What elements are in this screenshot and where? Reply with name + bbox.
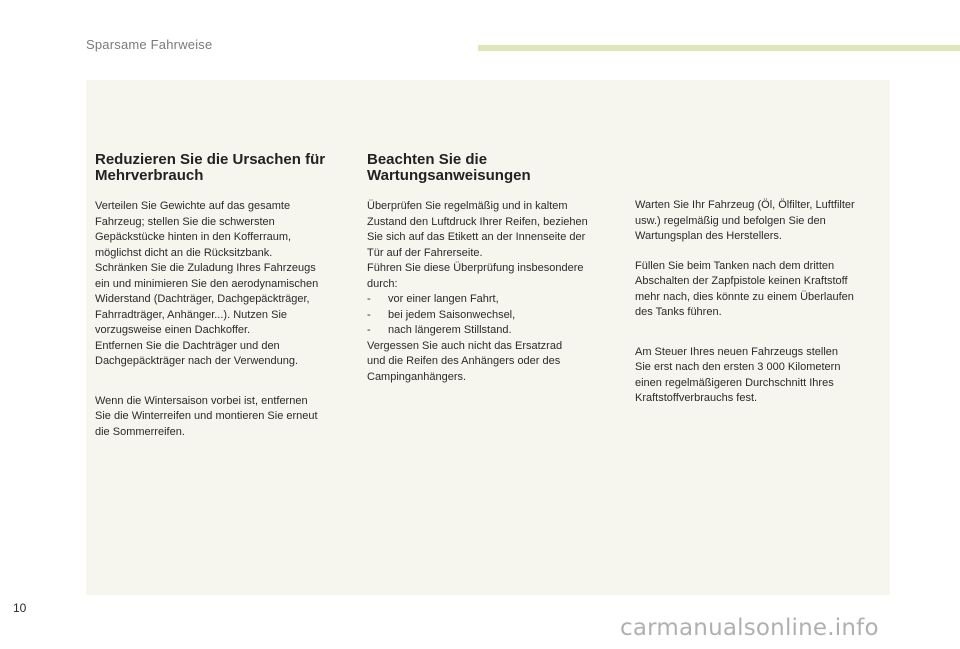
text-line: möglichst dicht an die Rücksitzbank.: [95, 246, 273, 259]
paragraph-service-schedule: [635, 198, 885, 245]
text-line: Entfernen Sie die Dachträger und den: [95, 339, 280, 352]
text-line: Tür auf der Fahrerseite.: [367, 246, 483, 259]
text-line: Überprüfen Sie regelmäßig und in kaltem: [367, 200, 568, 212]
text-line: Widerstand (Dachträger, Dachgepäckträger,: [95, 293, 310, 305]
list-item-text: vor einer langen Fahrt,: [388, 293, 499, 305]
text-line: Sie die Winterreifen und montieren Sie erneut: [95, 410, 318, 422]
text-line: Vergessen Sie auch nicht das Ersatzrad: [367, 339, 563, 352]
text-line: Schränken Sie die Zuladung Ihres Fahrzeugs: [95, 262, 316, 274]
paragraph-tyre-pressure: [367, 199, 612, 292]
text-line: Wartungsplan des Herstellers.: [635, 230, 782, 242]
text-line: Wenn die Wintersaison vorbei ist, entfernen: [95, 394, 308, 407]
heading-reduce-consumption: [95, 152, 347, 184]
text-line: und die Reifen des Anhängers oder des: [367, 355, 561, 367]
heading-line: Beachten Sie die: [367, 151, 488, 168]
column-maintenance-continued: [635, 198, 885, 407]
text-line: Fahrradträger, Anhänger...). Nutzen Sie: [95, 308, 288, 321]
dash-bullet: -: [367, 293, 371, 305]
column-maintenance: [367, 152, 612, 385]
text-line: Abschalten der Zapfpistole keinen Kraftstoff: [635, 275, 848, 287]
list-item: [367, 323, 612, 339]
text-line: Verteilen Sie Gewichte auf das gesamte: [95, 200, 291, 212]
heading-line: Wartungsanweisungen: [367, 167, 531, 184]
list-item-text: nach längerem Stillstand.: [388, 324, 512, 336]
text-line: Dachgepäckträger nach der Verwendung.: [95, 355, 299, 367]
paragraph-load-distribution: [95, 199, 347, 370]
text-line: Am Steuer Ihres neuen Fahrzeugs stellen: [635, 345, 839, 358]
paragraph-spare-wheel: [367, 339, 612, 386]
heading-maintenance: [367, 152, 612, 184]
text-line: Füllen Sie beim Tanken nach dem dritten: [635, 259, 835, 272]
text-line: Fahrzeug; stellen Sie die schwersten: [95, 215, 275, 228]
text-line: Campinganhängers.: [367, 370, 467, 383]
text-line: usw.) regelmäßig und befolgen Sie den: [635, 214, 826, 227]
paragraph-refuelling: [635, 259, 885, 321]
heading-line: Mehrverbrauch: [95, 167, 204, 184]
page-number: 10: [13, 601, 27, 615]
watermark: carmanualsonline.info: [620, 615, 879, 641]
text-line: Zustand den Luftdruck Ihrer Reifen, beziehen: [367, 215, 588, 228]
dash-bullet: -: [367, 324, 371, 336]
text-line: Gepäckstücke hinten in den Kofferraum,: [95, 231, 292, 243]
text-line: ein und minimieren Sie den aerodynamischen: [95, 277, 319, 290]
dash-bullet: -: [367, 308, 371, 321]
text-line: des Tanks führen.: [635, 306, 722, 318]
header-accent-bar: [478, 45, 960, 51]
checklist: [367, 292, 612, 339]
text-line: einen regelmäßigeren Durchschnitt Ihres: [635, 376, 834, 389]
section-header-title: Sparsame Fahrweise: [86, 37, 213, 52]
paragraph-winter-tyres: [95, 394, 347, 441]
list-item: [367, 292, 612, 308]
text-line: Führen Sie diese Überprüfung insbesondere: [367, 262, 584, 274]
text-line: mehr nach, dies könnte zu einem Überlaufen: [635, 290, 854, 303]
list-item: [367, 308, 612, 324]
heading-line: Reduzieren Sie die Ursachen für: [95, 151, 326, 168]
text-line: Warten Sie Ihr Fahrzeug (Öl, Ölfilter, Luftfilter: [635, 199, 855, 211]
paragraph-new-vehicle: [635, 345, 885, 407]
list-item-text: bei jedem Saisonwechsel,: [388, 308, 516, 321]
text-line: Sie sich auf das Etikett an der Innenseite der: [367, 231, 586, 243]
text-line: Kraftstoffverbrauchs fest.: [635, 392, 758, 404]
column-reduce-consumption: [95, 152, 347, 440]
text-line: durch:: [367, 277, 398, 290]
text-line: Sie erst nach den ersten 3 000 Kilometern: [635, 361, 841, 373]
text-line: vorzugsweise einen Dachkoffer.: [95, 324, 251, 336]
text-line: die Sommerreifen.: [95, 425, 185, 438]
